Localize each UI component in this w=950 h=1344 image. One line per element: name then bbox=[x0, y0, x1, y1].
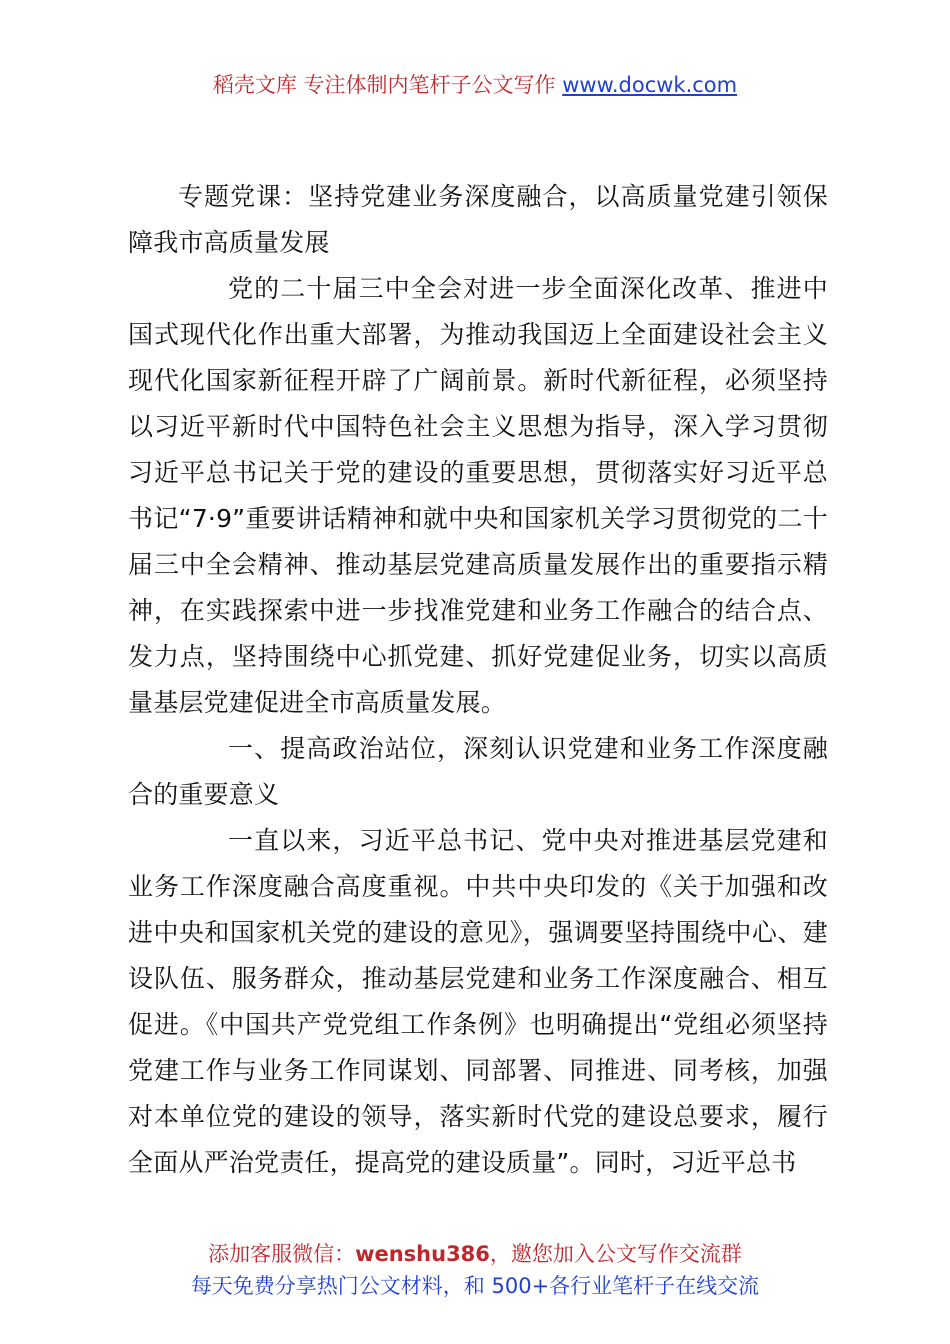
document-title: 专题党课：坚持党建业务深度融合，以高质量党建引领保障我市高质量发展 bbox=[128, 182, 828, 257]
document-body bbox=[128, 174, 828, 1186]
section-heading: 一、提高政治站位，深刻认识党建和业务工作深度融合的重要意义 bbox=[128, 734, 828, 809]
page-header bbox=[0, 70, 950, 100]
page-footer bbox=[0, 1238, 950, 1302]
footer-wechat-suffix: ，邀您加入公文写作交流群 bbox=[489, 1242, 742, 1266]
footer-promo-line: 每天免费分享热门公文材料，和 500+各行业笔杆子在线交流 bbox=[190, 1274, 760, 1298]
header-url-link[interactable]: www.docwk.com bbox=[562, 73, 738, 97]
paragraph: 一直以来，习近平总书记、党中央对推进基层党建和业务工作深度融合高度重视。中共中央印发的《关于加强和改进中央和国家机关党的建设的意见》，强调要坚持围绕中心、建设队伍、服务群众，推动基层党建和业务工作深度融合、相互促进。《中国共产党党组工作条例》也明确提出“党组必须坚持党建工作与业务工作同谋划、同部署、同推进、同考核，加强对本单位党的建设的领导，落实新时代党的建设总要求，履行全面从严治党责任，提高党的建设质量”。同时，习近平总书 bbox=[128, 826, 828, 1177]
header-brand: 稻壳文库 专注体制内笔杆子公文写作 bbox=[212, 73, 556, 97]
footer-wechat-line bbox=[0, 1238, 950, 1270]
paragraph: 党的二十届三中全会对进一步全面深化改革、推进中国式现代化作出重大部署，为推动我国迈上全面建设社会主义现代化国家新征程开辟了广阔前景。新时代新征程，必须坚持以习近平新时代中国特色社会主义思想为指导，深入学习贯彻习近平总书记关于党的建设的重要思想，贯彻落实好习近平总书记“7·9”重要讲话精神和就中央和国家机关学习贯彻党的二十届三中全会精神、推动基层党建高质量发展作出的重要指示精神，在实践探索中进一步找准党建和业务工作融合的结合点、发力点，坚持围绕中心抓党建、抓好党建促业务，切实以高质量基层党建促进全市高质量发展。 bbox=[128, 274, 828, 717]
footer-wechat-id: wenshu386 bbox=[355, 1242, 490, 1266]
footer-wechat-prefix: 添加客服微信： bbox=[208, 1242, 356, 1266]
